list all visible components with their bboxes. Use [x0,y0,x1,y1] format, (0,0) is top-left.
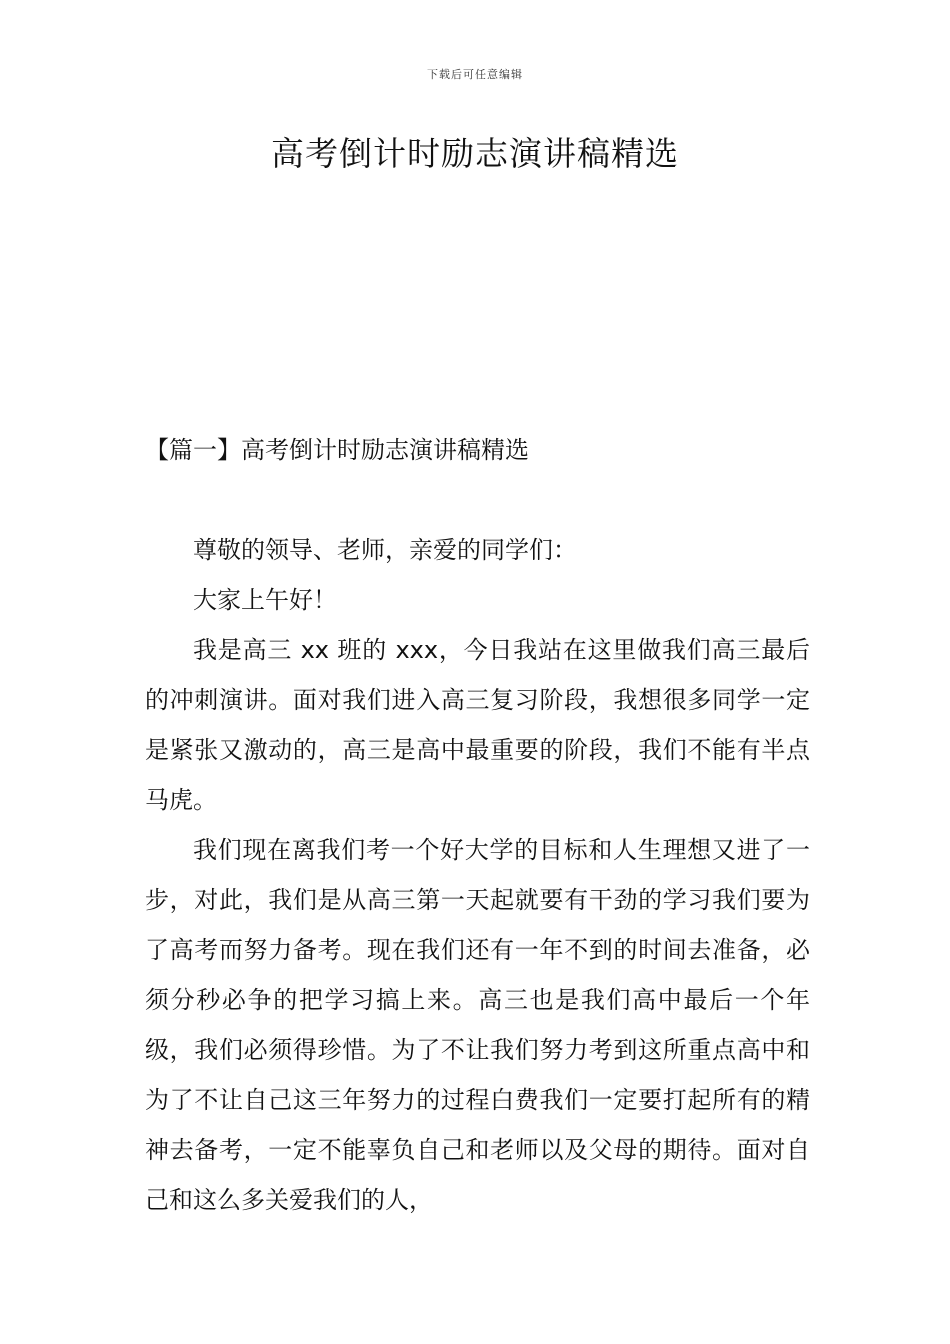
header-note: 下载后可任意编辑 [427,68,523,81]
document-body [145,525,810,1225]
document-title: 高考倒计时励志演讲稿精选 [271,134,679,173]
paragraph-introduction: 我是高三 xx 班的 xxx，今日我站在这里做我们高三最后的冲刺演讲。面对我们进入高三复习阶段，我想很多同学一定是紧张又激动的，高三是高中最重要的阶段，我们不能有半点马虎。 [145,636,810,814]
paragraph-main: 我们现在离我们考一个好大学的目标和人生理想又进了一步，对此，我们是从高三第一天起就要有干劲的学习我们要为了高考而努力备考。现在我们还有一年不到的时间去准备，必须分秒必争的把学习搞上来。高三也是我们高中最后一个年级，我们必须得珍惜。为了不让我们努力考到这所重点高中和为了不让自己这三年努力的过程白费我们一定要打起所有的精神去备考，一定不能辜负自己和老师以及父母的期待。面对自己和这么多关爱我们的人， [145,836,810,1214]
paragraph-salutation: 大家上午好！ [193,586,337,614]
section-heading: 【篇一】高考倒计时励志演讲稿精选 [145,436,529,464]
paragraph-greeting: 尊敬的领导、老师，亲爱的同学们： [193,536,577,564]
